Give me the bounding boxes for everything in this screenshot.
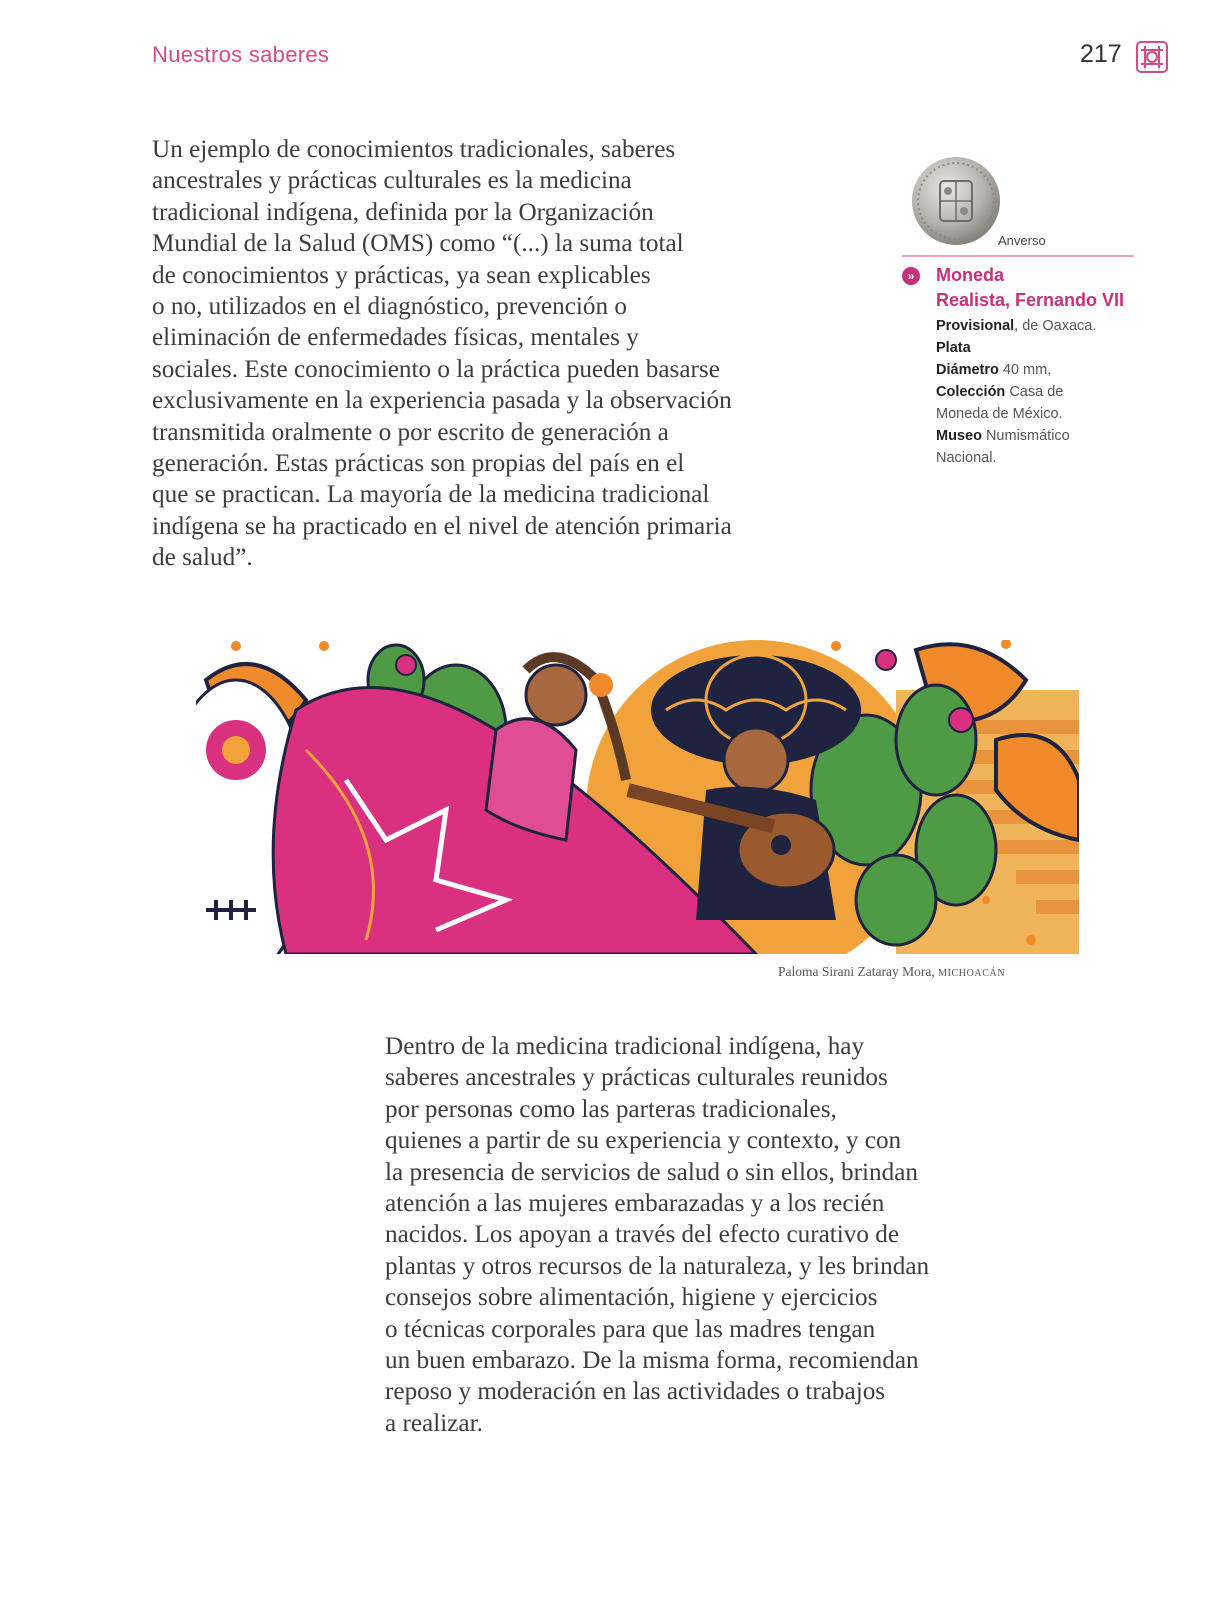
text-line: por personas como las parteras tradicionales, (385, 1095, 837, 1123)
coin-detail: Plata (936, 340, 971, 356)
coin-detail: Nacional. (936, 450, 997, 466)
coin-image (910, 155, 1002, 247)
text-line: plantas y otros recursos de la naturaleza, y les brindan (385, 1252, 930, 1280)
chevron-right-icon: » (902, 267, 920, 285)
illustration-credit (778, 964, 1005, 980)
coin-info (902, 263, 1142, 469)
coin-detail: Colección Casa de (936, 384, 1064, 400)
section-title: Nuestros saberes (152, 42, 330, 67)
divider (902, 255, 1134, 257)
coin-details (936, 315, 1142, 469)
text-line: de salud”. (152, 544, 253, 572)
text-line: Dentro de la medicina tradicional indígena, hay (385, 1033, 865, 1060)
text-line: nacidos. Los apoyan a través del efecto curativo de (385, 1221, 900, 1249)
text-line: que se practican. La mayoría de la medicina tradicional (152, 481, 710, 509)
text-line: generación. Estas prácticas son propias del país en el (152, 450, 685, 478)
text-line: ancestrales y prácticas culturales es la medicina (152, 167, 632, 195)
coin-caption: Anverso (998, 233, 1046, 248)
text-line: Un ejemplo de conocimientos tradicionales, saberes (152, 136, 676, 163)
paragraph-oms-definition (152, 134, 842, 574)
coin-name-line: Moneda (936, 265, 1005, 285)
coin-detail: Provisional, de Oaxaca. (936, 318, 1097, 334)
text-line: un buen embarazo. De la misma forma, recomiendan (385, 1347, 919, 1375)
coin-name-line: Realista, Fernando VII (936, 290, 1125, 310)
text-line: reposo y moderación en las actividades o trabajos (385, 1378, 886, 1406)
pre-hispanic-glyph-icon (1133, 38, 1171, 76)
text-line: eliminación de enfermedades físicas, mentales y (152, 324, 639, 352)
text-line: consejos sobre alimentación, higiene y ejercicios (385, 1284, 878, 1312)
text-line: sociales. Este conocimiento o la práctica pueden basarse (152, 355, 720, 383)
coin-name (936, 263, 1142, 313)
text-line: atención a las mujeres embarazadas y a los recién (385, 1190, 885, 1218)
text-line: Mundial de la Salud (OMS) como “(...) la suma total (152, 230, 684, 258)
text-line: transmitida oralmente o por escrito de generación a (152, 418, 669, 446)
text-line: o no, utilizados en el diagnóstico, prevención o (152, 293, 627, 321)
credit-state: MICHOACÁN (938, 968, 1006, 979)
text-line: tradicional indígena, definida por la Organización (152, 198, 654, 226)
coin-detail: Diámetro 40 mm, (936, 362, 1052, 378)
text-line: saberes ancestrales y prácticas culturales reunidos (385, 1064, 888, 1092)
text-line: a realizar. (385, 1409, 483, 1437)
text-line: exclusivamente en la experiencia pasada y la observación (152, 387, 732, 415)
credit-author: Paloma Sirani Zataray Mora, (778, 964, 939, 979)
text-line: indígena se ha practicado en el nivel de atención primaria (152, 512, 732, 540)
folk-art-illustration (196, 640, 1079, 954)
page-number: 217 (1080, 40, 1122, 68)
text-line: o técnicas corporales para que las madres tengan (385, 1315, 876, 1343)
coin-detail: Museo Numismático (936, 428, 1070, 444)
text-line: la presencia de servicios de salud o sin ellos, brindan (385, 1158, 918, 1186)
coin-detail: Moneda de México. (936, 406, 1063, 422)
text-line: de conocimientos y prácticas, ya sean explicables (152, 261, 651, 289)
text-line: quienes a partir de su experiencia y contexto, y con (385, 1127, 902, 1155)
paragraph-traditional-midwives (385, 1031, 1035, 1439)
